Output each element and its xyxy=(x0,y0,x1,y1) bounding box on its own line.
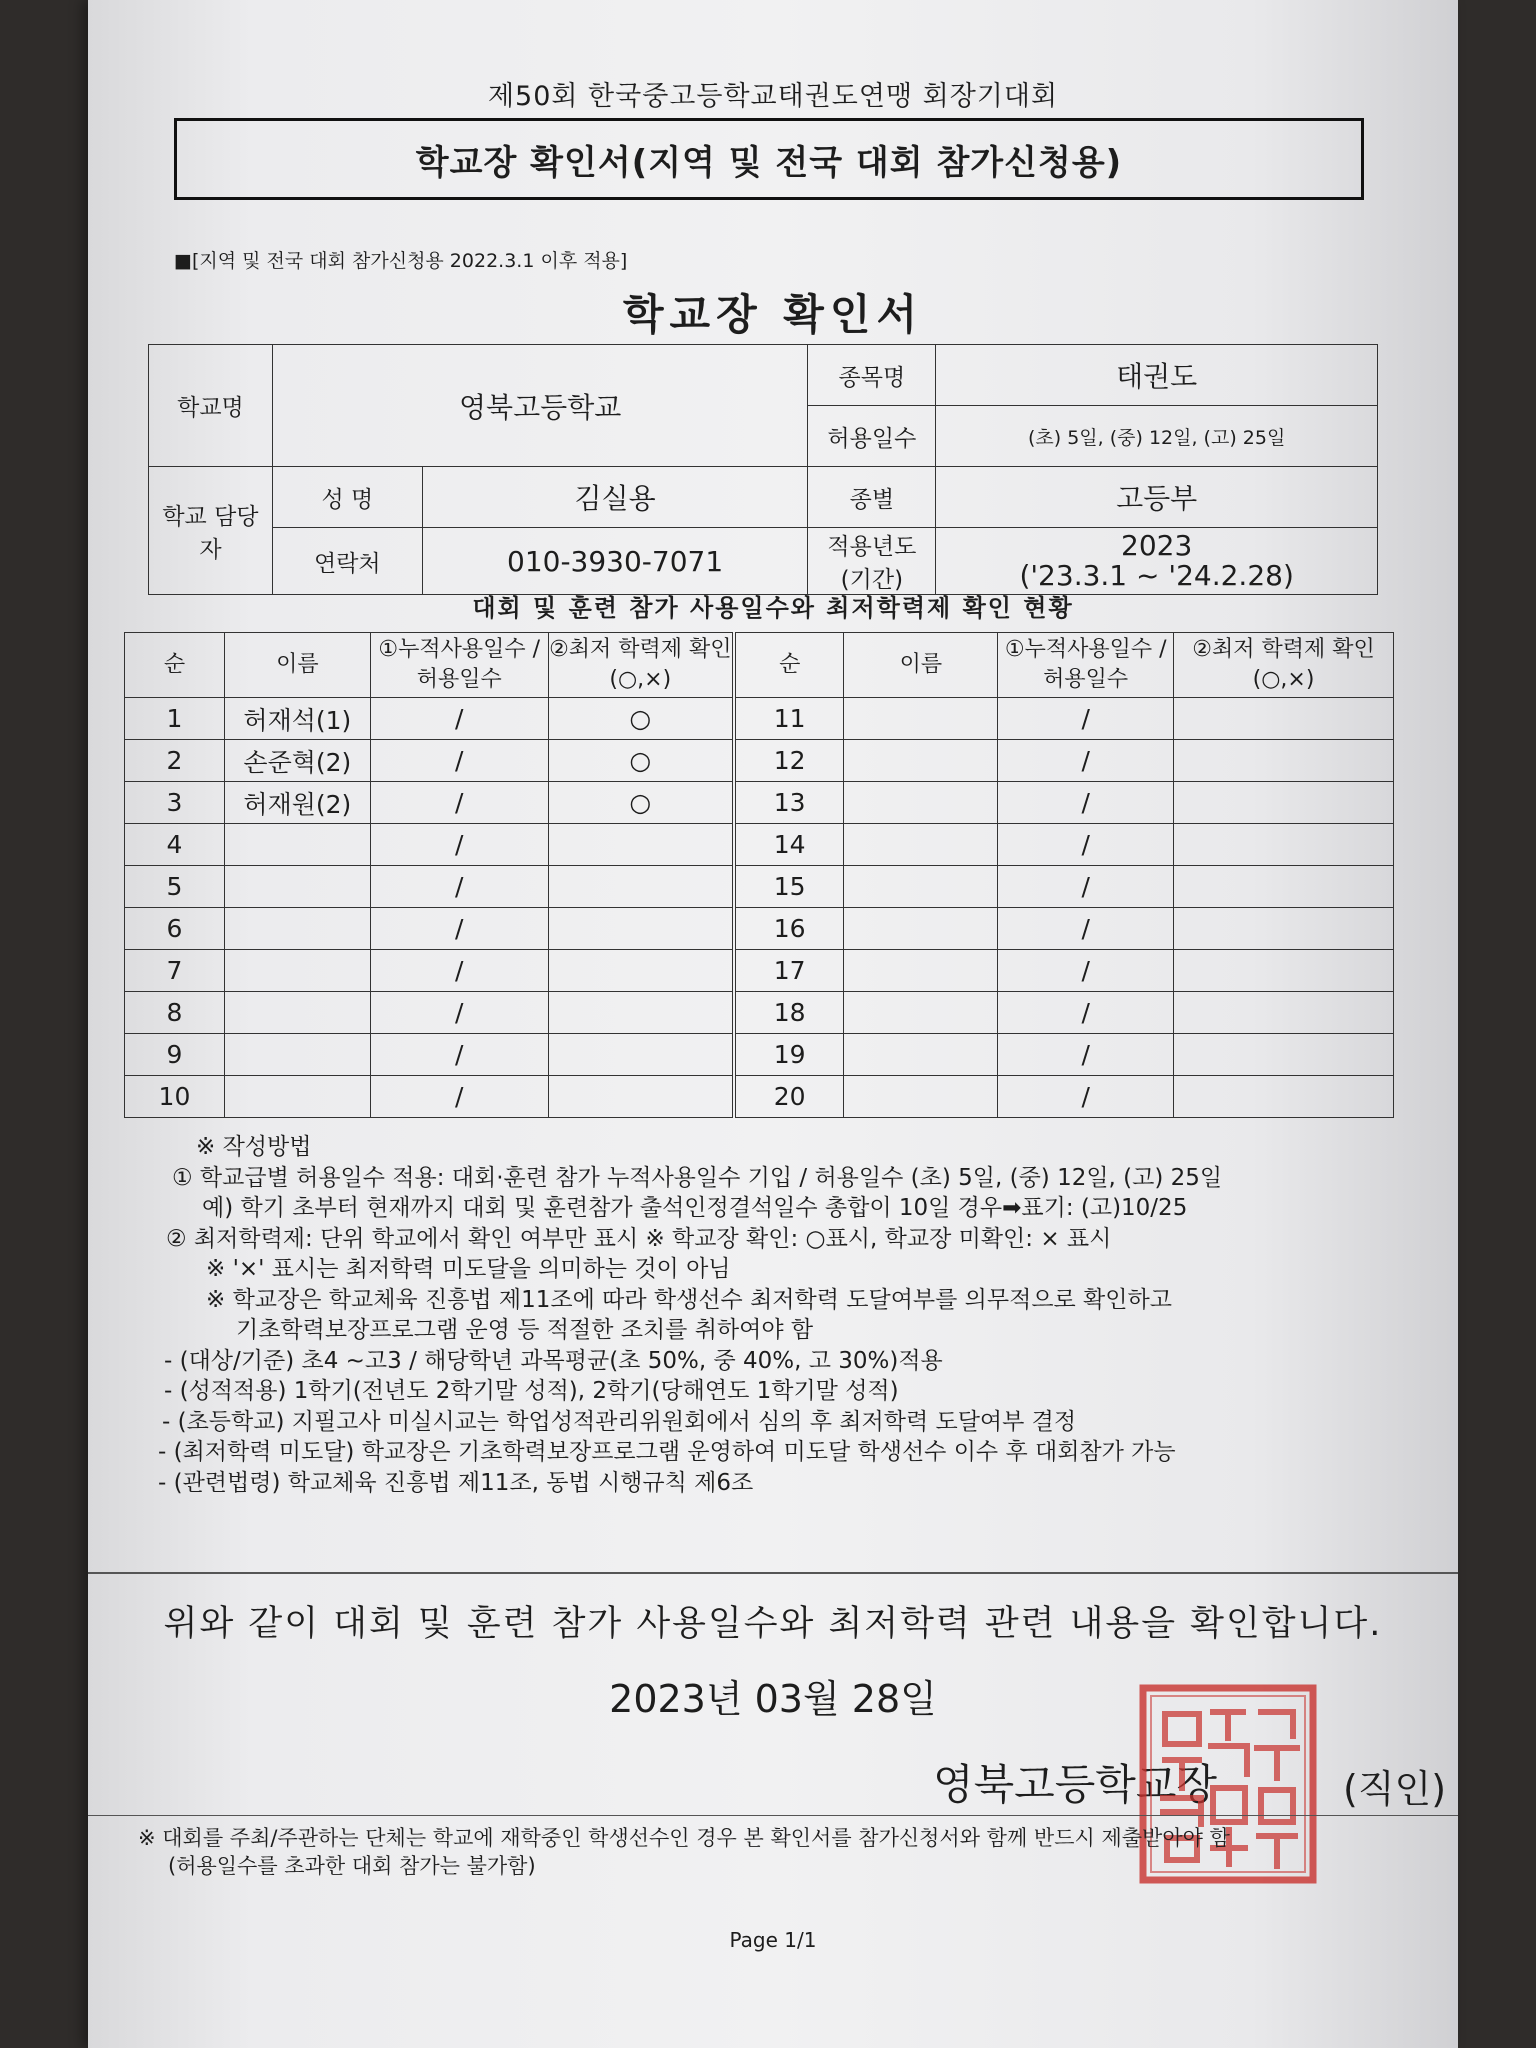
row-academic xyxy=(548,866,734,908)
row-academic xyxy=(1174,992,1394,1034)
row-name xyxy=(224,824,370,866)
header-days: ①누적사용일수 /허용일수 xyxy=(998,633,1174,698)
row-no: 1 xyxy=(125,698,225,740)
row-days: / xyxy=(370,866,548,908)
year-label: 적용년도 (기간) xyxy=(808,528,936,595)
footnote-line: (허용일수를 초과한 대회 참가는 불가함) xyxy=(168,1854,536,1878)
row-days: / xyxy=(998,824,1174,866)
applied-note: ■[지역 및 전국 대회 참가신청용 2022.3.1 이후 적용] xyxy=(174,250,628,272)
table-row xyxy=(125,824,1394,866)
row-no: 11 xyxy=(734,698,844,740)
method-line: ※ '×' 표시는 최저학력 미도달을 의미하는 것이 아님 xyxy=(206,1256,731,1282)
row-academic xyxy=(1174,908,1394,950)
method-line: 기초학력보장프로그램 운영 등 적절한 조치를 취하여야 함 xyxy=(236,1317,814,1343)
row-name: 허재원(2) xyxy=(224,782,370,824)
row-name xyxy=(844,1076,998,1118)
info-row xyxy=(149,528,1378,595)
row-days: / xyxy=(998,992,1174,1034)
method-line: - (관련법령) 학교체육 진흥법 제11조, 동법 시행규칙 제6조 xyxy=(158,1469,754,1496)
info-row xyxy=(149,467,1378,528)
period-value: ('23.3.1 ~ '24.2.28) xyxy=(1019,559,1294,592)
confirm-date: 2023년 03월 28일 xyxy=(609,1677,937,1721)
roster-table xyxy=(124,632,1394,1118)
row-academic xyxy=(1174,740,1394,782)
row-academic xyxy=(1174,698,1394,740)
row-days: / xyxy=(998,1034,1174,1076)
method-line: ② 최저학력제: 단위 학교에서 확인 여부만 표시 ※ 학교장 확인: ○표시, 학교장 미확인: × 표시 xyxy=(166,1225,1112,1252)
method-title: ※ 작성방법 xyxy=(196,1134,312,1160)
method-line: ※ 학교장은 학교체육 진흥법 제11조에 따라 학생선수 최저학력 도달여부를 의무적으로 확인하고 xyxy=(206,1286,1172,1313)
table-row xyxy=(125,740,1394,782)
row-days: / xyxy=(370,992,548,1034)
row-name xyxy=(224,1076,370,1118)
row-no: 5 xyxy=(125,866,225,908)
category-value: 고등부 xyxy=(936,467,1378,528)
year-cell xyxy=(936,528,1378,595)
row-days: / xyxy=(998,866,1174,908)
method-line: 예) 학기 초부터 현재까지 대회 및 훈련참가 출석인정결석일수 총합이 10일 경우➡표기: (고)10/25 xyxy=(202,1195,1188,1221)
row-academic xyxy=(548,908,734,950)
contact-value: 010-3930-7071 xyxy=(422,528,808,595)
row-name xyxy=(224,950,370,992)
row-academic: ○ xyxy=(548,740,734,782)
row-days: / xyxy=(370,908,548,950)
row-days: / xyxy=(370,950,548,992)
row-no: 17 xyxy=(734,950,844,992)
row-academic xyxy=(1174,950,1394,992)
row-days: / xyxy=(370,1034,548,1076)
method-line: - (최저학력 미도달) 학교장은 기초학력보장프로그램 운영하여 미도달 학생선수 이수 후 대회참가 가능 xyxy=(158,1439,1176,1465)
row-no: 12 xyxy=(734,740,844,782)
header-name: 이름 xyxy=(844,633,998,698)
row-no: 18 xyxy=(734,992,844,1034)
row-no: 10 xyxy=(125,1076,225,1118)
row-name xyxy=(844,698,998,740)
principal-name: 영북고등학교장 xyxy=(933,1760,1218,1809)
info-row xyxy=(149,345,1378,406)
name-value: 김실용 xyxy=(422,467,808,528)
table-row xyxy=(125,950,1394,992)
row-name xyxy=(844,950,998,992)
row-name xyxy=(224,992,370,1034)
row-days: / xyxy=(998,908,1174,950)
row-academic: ○ xyxy=(548,782,734,824)
row-days: / xyxy=(998,782,1174,824)
category-label: 종별 xyxy=(808,467,936,528)
year-value: 2023 xyxy=(1121,529,1193,562)
header-no: 순 xyxy=(734,633,844,698)
row-no: 20 xyxy=(734,1076,844,1118)
row-days: / xyxy=(998,950,1174,992)
table-row xyxy=(125,698,1394,740)
table-row xyxy=(125,1034,1394,1076)
row-no: 3 xyxy=(125,782,225,824)
row-name xyxy=(844,824,998,866)
header-academic: ②최저 학력제 확인(○,×) xyxy=(1174,633,1394,698)
row-name xyxy=(844,866,998,908)
info-table xyxy=(148,344,1378,595)
row-academic xyxy=(548,992,734,1034)
writing-method xyxy=(136,1132,1436,1498)
seal-label: (직인) xyxy=(1343,1767,1447,1811)
table-row xyxy=(125,782,1394,824)
row-no: 4 xyxy=(125,824,225,866)
row-academic xyxy=(1174,782,1394,824)
row-academic xyxy=(548,1034,734,1076)
header-days: ①누적사용일수 /허용일수 xyxy=(370,633,548,698)
row-academic xyxy=(1174,1034,1394,1076)
row-name xyxy=(844,1034,998,1076)
row-days: / xyxy=(370,698,548,740)
row-academic xyxy=(548,1076,734,1118)
row-no: 15 xyxy=(734,866,844,908)
row-academic xyxy=(1174,824,1394,866)
row-name xyxy=(224,1034,370,1076)
page-number: Page 1/1 xyxy=(729,1928,817,1952)
row-days: / xyxy=(998,740,1174,782)
footnote-line: ※ 대회를 주최/주관하는 단체는 학교에 재학중인 학생선수인 경우 본 확인서를 참가신청서와 함께 반드시 제출받아야 함 xyxy=(138,1826,1230,1850)
row-no: 9 xyxy=(125,1034,225,1076)
row-days: / xyxy=(998,1076,1174,1118)
allowed-label: 허용일수 xyxy=(808,406,936,467)
row-no: 16 xyxy=(734,908,844,950)
row-name xyxy=(224,908,370,950)
row-no: 6 xyxy=(125,908,225,950)
header-name: 이름 xyxy=(224,633,370,698)
row-academic xyxy=(1174,866,1394,908)
form-title: 학교장 확인서(지역 및 전국 대회 참가신청용) xyxy=(415,142,1123,183)
school-label: 학교명 xyxy=(149,345,273,467)
roster-title: 대회 및 훈련 참가 사용일수와 최저학력제 확인 현황 xyxy=(472,594,1074,622)
event-title: 제50회 한국중고등학교태권도연맹 회장기대회 xyxy=(487,81,1059,112)
footnote xyxy=(138,1824,1438,1880)
method-line: ① 학교급별 허용일수 적용: 대회·훈련 참가 누적사용일수 기입 / 허용일수 (초) 5일, (중) 12일, (고) 25일 xyxy=(172,1164,1223,1191)
row-no: 13 xyxy=(734,782,844,824)
row-name xyxy=(844,782,998,824)
row-name xyxy=(844,908,998,950)
manager-label: 학교 담당자 xyxy=(149,467,273,595)
row-name xyxy=(224,866,370,908)
method-line: - (대상/기준) 초4 ~고3 / 해당학년 과목평균(초 50%, 중 40%, 고 30%)적용 xyxy=(164,1347,943,1374)
form-title-box xyxy=(174,118,1364,200)
event-label: 종목명 xyxy=(808,345,936,406)
school-name: 영북고등학교 xyxy=(272,345,808,467)
confirm-statement: 위와 같이 대회 및 훈련 참가 사용일수와 최저학력 관련 내용을 확인합니다. xyxy=(163,1604,1383,1644)
row-name: 손준혁(2) xyxy=(224,740,370,782)
row-no: 8 xyxy=(125,992,225,1034)
contact-label: 연락처 xyxy=(272,528,422,595)
row-days: / xyxy=(998,698,1174,740)
row-academic xyxy=(1174,1076,1394,1118)
table-row xyxy=(125,866,1394,908)
main-title: 학교장 확인서 xyxy=(622,290,924,339)
row-academic: ○ xyxy=(548,698,734,740)
method-line: - (초등학교) 지필고사 미실시교는 학업성적관리위원회에서 심의 후 최저학력 도달여부 결정 xyxy=(162,1408,1077,1435)
row-days: / xyxy=(370,824,548,866)
method-line: - (성적적용) 1학기(전년도 2학기말 성적), 2학기(당해연도 1학기말 성적) xyxy=(164,1378,899,1404)
name-label: 성 명 xyxy=(272,467,422,528)
row-no: 19 xyxy=(734,1034,844,1076)
row-name xyxy=(844,740,998,782)
allowed-value: (초) 5일, (중) 12일, (고) 25일 xyxy=(936,406,1378,467)
row-name xyxy=(844,992,998,1034)
table-row xyxy=(125,908,1394,950)
roster-header xyxy=(125,633,1394,698)
divider xyxy=(88,1572,1458,1574)
row-days: / xyxy=(370,1076,548,1118)
header-academic: ②최저 학력제 확인(○,×) xyxy=(548,633,734,698)
row-days: / xyxy=(370,740,548,782)
row-no: 7 xyxy=(125,950,225,992)
row-academic xyxy=(548,950,734,992)
event-name: 태권도 xyxy=(936,345,1378,406)
row-days: / xyxy=(370,782,548,824)
table-row xyxy=(125,1076,1394,1118)
row-no: 2 xyxy=(125,740,225,782)
table-row xyxy=(125,992,1394,1034)
divider xyxy=(88,1815,1458,1816)
row-academic xyxy=(548,824,734,866)
row-no: 14 xyxy=(734,824,844,866)
document-page xyxy=(88,0,1458,2048)
row-name: 허재석(1) xyxy=(224,698,370,740)
header-no: 순 xyxy=(125,633,225,698)
